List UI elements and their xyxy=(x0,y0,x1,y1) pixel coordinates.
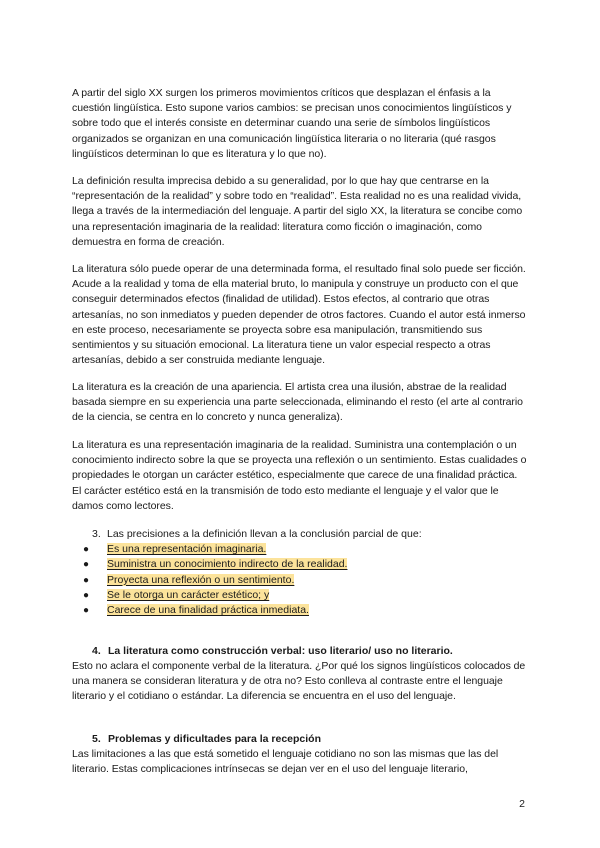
page-number: 2 xyxy=(519,798,525,810)
section-4-title: La literatura como construcción verbal: uso literario/ uso no literario. xyxy=(108,645,453,657)
list-intro xyxy=(80,527,422,542)
highlighted-item: Se le otorga un carácter estético; y xyxy=(107,588,270,601)
list-item xyxy=(80,542,422,557)
paragraph-3: La literatura sólo puede operar de una determinada forma, el resultado final solo puede ser ficción. Acude a la realidad y toma de ella material bruto, lo manipula y construye un producto con el que conseguir determinados efectos (finalidad de utilidad). Estos efectos, al contrario que otras artesanías, no son inmediatos y pueden depender de otros factores. Cuando el autor está inmerso en este proceso, necesariamente se proyecta sobre esa manipulación, transmitiendo sus sentimientos y su situación emocional. La literatura tiene un valor especial respecto a otras artesanías, debido a ser construida mediante lenguaje. xyxy=(72,263,526,367)
bullet-icon: ● xyxy=(83,544,90,556)
section-5-title: Problemas y dificultades para la recepción xyxy=(108,733,321,745)
conclusion-list xyxy=(80,527,422,618)
list-item xyxy=(80,557,422,572)
bullet-icon: ● xyxy=(83,589,90,601)
highlighted-item: Es una representación imaginaria. xyxy=(107,543,267,556)
list-number: 3. xyxy=(92,528,101,540)
list-item xyxy=(80,588,422,603)
list-item xyxy=(80,603,422,618)
paragraph-5: La literatura es una representación imaginaria de la realidad. Suministra una contemplación o un conocimiento indirecto sobre la que se proyecta una reflexión o un sentimiento. Estas cualidades o propiedades le otorgan un carácter estético, especialmente que carece de una finalidad práctica. El carácter estético está en la transmisión de todo esto mediante el lenguaje y el valor que le damos como lectores. xyxy=(72,439,527,512)
paragraph-4: La literatura es la creación de una apariencia. El artista crea una ilusión, abstrae de la realidad basada siempre en su experiencia una parte seleccionada, eliminando el resto (el arte al contrario de la ciencia, se centra en lo concreto y nunca generaliza). xyxy=(72,381,523,424)
paragraph-1: A partir del siglo XX surgen los primeros movimientos críticos que desplazan el énfasis a la cuestión lingüística. Esto supone varios cambios: se precisan unos conocimientos lingüísticos y sobre todo que el interés consiste en determinar cuando una serie de símbolos lingüísticos organizados se organizan en una comunicación lingüística literaria o no literaria (qué rasgos lingüísticos determinan lo que es literatura y lo que no). xyxy=(72,87,512,160)
section-5-text: Las limitaciones a las que está sometido el lenguaje cotidiano no son las mismas que las del literario. Estas complicaciones intrínsecas se dejan ver en el uso del lenguaje literario, xyxy=(72,748,499,776)
highlighted-item: Suministra un conocimiento indirecto de la realidad. xyxy=(107,558,348,571)
section-4-number: 4. xyxy=(92,645,101,657)
list-intro-text: Las precisiones a la definición llevan a la conclusión parcial de que: xyxy=(107,528,422,540)
bullet-icon: ● xyxy=(83,605,90,617)
section-4-text: Esto no aclara el componente verbal de la literatura. ¿Por qué los signos lingüísticos colocados de una manera se consideran literatura y de otra no? Esto conlleva al contraste entre el lenguaje literario y el cotidiano o estándar. La diferencia se encuentra en el uso del lenguaje. xyxy=(72,660,526,703)
section-5-number: 5. xyxy=(92,733,101,745)
bullet-icon: ● xyxy=(83,559,90,571)
bullet-icon: ● xyxy=(83,574,90,586)
highlighted-item: Proyecta una reflexión o un sentimiento. xyxy=(107,573,295,586)
paragraph-2: La definición resulta imprecisa debido a su generalidad, por lo que hay que centrarse en la “representación de la realidad” y sobre todo en “realidad”. Esta realidad no es una realidad vivida, llega a través de la intermediación del lenguaje. A partir del siglo XX, la literatura se concibe como una representación imaginaria de la realidad: literatura como ficción o imaginación, como demuestra en forma de creación. xyxy=(72,175,523,248)
highlighted-item: Carece de una finalidad práctica inmediata. xyxy=(107,604,309,617)
list-item xyxy=(80,573,422,588)
